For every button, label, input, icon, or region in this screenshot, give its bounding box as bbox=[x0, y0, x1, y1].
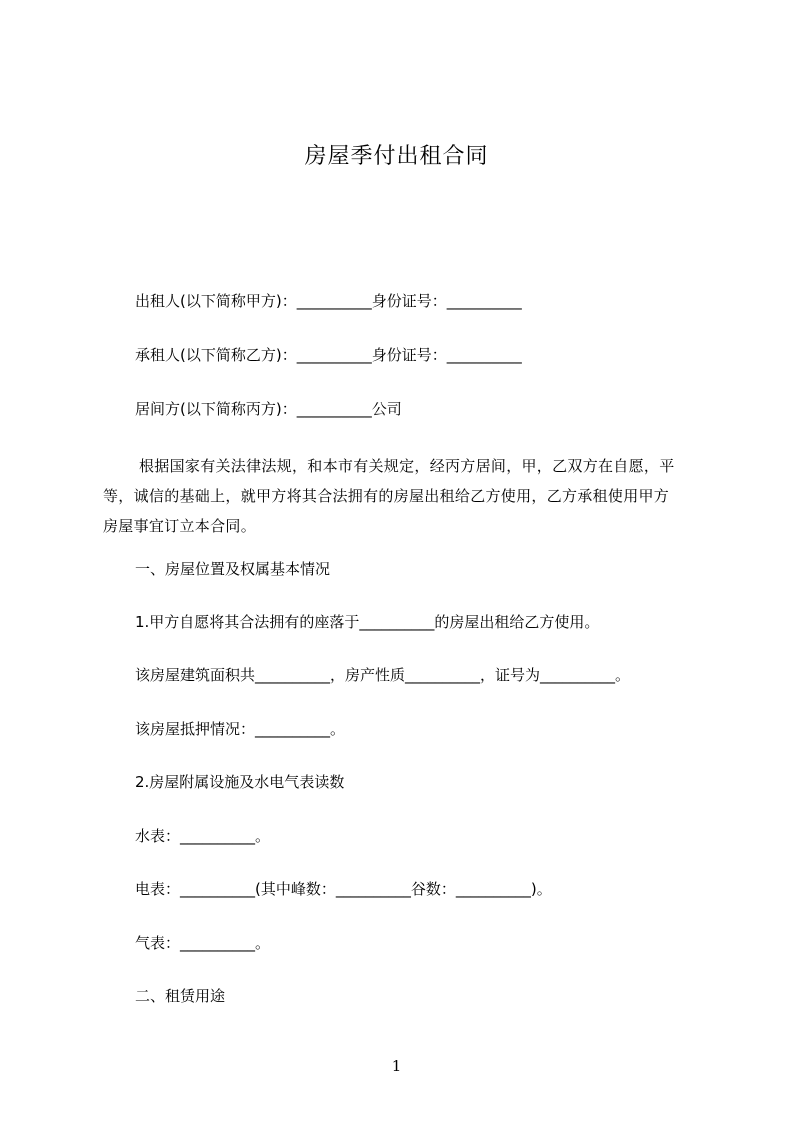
preamble-line-1: 根据国家有关法律法规，和本市有关规定，经丙方居间，甲，乙双方在自愿，平 bbox=[139, 457, 675, 475]
lessor-line: 出租人(以下简称甲方)：__________身份证号：__________ bbox=[135, 292, 522, 310]
water-meter-line: 水表：__________。 bbox=[135, 827, 271, 845]
item-2-facilities: 2.房屋附属设施及水电气表读数 bbox=[135, 773, 345, 791]
section-2-heading: 二、租赁用途 bbox=[135, 987, 226, 1005]
area-line: 该房屋建筑面积共__________，房产性质__________，证号为__________。 bbox=[135, 666, 631, 684]
preamble-line-2: 等，诚信的基础上，就甲方将其合法拥有的房屋出租给乙方使用，乙方承租使用甲方 bbox=[103, 487, 670, 505]
gas-meter-line: 气表：__________。 bbox=[135, 934, 271, 952]
electric-meter-line: 电表：__________(其中峰数：__________谷数：__________)。 bbox=[135, 880, 552, 898]
intermediary-line: 居间方(以下简称丙方)：__________公司 bbox=[135, 400, 402, 418]
item-1-location: 1.甲方自愿将其合法拥有的座落于__________的房屋出租给乙方使用。 bbox=[135, 613, 600, 631]
page-number: 1 bbox=[391, 1057, 402, 1075]
preamble-line-3: 房屋事宜订立本合同。 bbox=[103, 517, 257, 535]
section-1-heading: 一、房屋位置及权属基本情况 bbox=[135, 560, 331, 578]
mortgage-line: 该房屋抵押情况：__________。 bbox=[135, 720, 346, 738]
lessee-line: 承租人(以下简称乙方)：__________身份证号：__________ bbox=[135, 346, 522, 364]
preamble-paragraph bbox=[103, 451, 701, 541]
document-title: 房屋季付出租合同 bbox=[304, 144, 489, 169]
